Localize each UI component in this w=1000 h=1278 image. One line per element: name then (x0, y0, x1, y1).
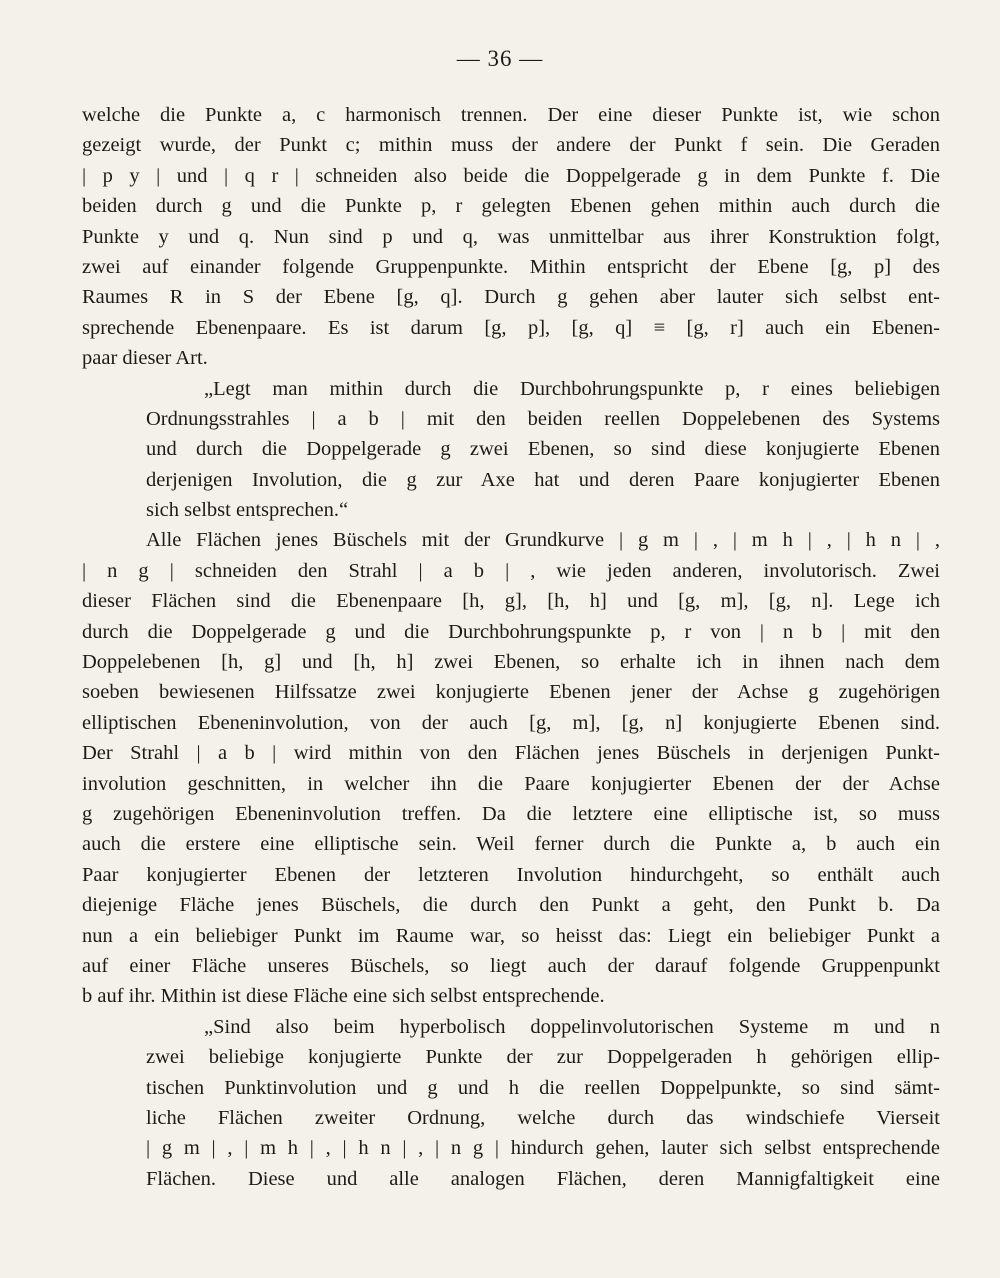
quote-line: „Sind also beim hyperbolisch doppelinvolutorischen Systeme m und n (204, 1015, 940, 1038)
text-line: soeben bewiesenen Hilfssatze zwei konjugierte Ebenen jener der Achse g zugehörigen (82, 681, 940, 704)
text-line: Der Strahl | a b | wird mithin von den Flächen jenes Büschels in derjenigen Punkt- (82, 742, 940, 765)
quote-line: liche Flächen zweiter Ordnung, welche durch das windschiefe Vierseit (146, 1106, 940, 1129)
text-line: nun a ein beliebiger Punkt im Raume war, so heisst das: Liegt ein beliebiger Punkt a (82, 924, 940, 947)
text-line: auch die erstere eine elliptische sein. Weil ferner durch die Punkte a, b auch ein (82, 833, 940, 856)
text-line: b auf ihr. Mithin ist diese Fläche eine sich selbst entsprechende. (82, 985, 605, 1008)
quote-line: „Legt man mithin durch die Durchbohrungspunkte p, r eines beliebigen (204, 377, 940, 400)
body-text (82, 100, 940, 1194)
text-line: durch die Doppelgerade g und die Durchbohrungspunkte p, r von | n b | mit den (82, 620, 940, 643)
quote-line: | g m | , | m h | , | h n | , | n g | hindurch gehen, lauter sich selbst entsprechende (146, 1137, 940, 1160)
text-line: zwei auf einander folgende Gruppenpunkte. Mithin entspricht der Ebene [g, p] des (82, 255, 940, 278)
text-line: diejenige Fläche jenes Büschels, die durch den Punkt a geht, den Punkt b. Da (82, 894, 940, 917)
quote-line: tischen Punktinvolution und g und h die reellen Doppelpunkte, so sind sämt- (146, 1076, 940, 1099)
quote-line: Flächen. Diese und alle analogen Flächen, deren Mannigfaltigkeit eine (146, 1167, 940, 1190)
text-line: beiden durch g und die Punkte p, r gelegten Ebenen gehen mithin auch durch die (82, 195, 940, 218)
text-line: | p y | und | q r | schneiden also beide die Doppelgerade g in dem Punkte f. Die (82, 164, 940, 187)
text-line: paar dieser Art. (82, 347, 208, 370)
text-line: dieser Flächen sind die Ebenenpaare [h, g], [h, h] und [g, m], [g, n]. Lege ich (82, 590, 940, 613)
text-line: Raumes R in S der Ebene [g, q]. Durch g gehen aber lauter sich selbst ent- (82, 286, 940, 309)
text-line: Punkte y und q. Nun sind p und q, was unmittelbar aus ihrer Konstruktion folgt, (82, 225, 940, 248)
text-line: g zugehörigen Ebeneninvolution treffen. Da die letztere eine elliptische ist, so muss (82, 802, 940, 825)
text-line: Doppelebenen [h, g] und [h, h] zwei Ebenen, so erhalte ich in ihnen nach dem (82, 651, 940, 674)
quote-line: sich selbst entsprechen.“ (146, 499, 349, 522)
quote-line: derjenigen Involution, die g zur Axe hat und deren Paare konjugierter Ebenen (146, 468, 940, 491)
page-number: — 36 — (456, 46, 544, 71)
text-line: sprechende Ebenenpaare. Es ist darum [g, p], [g, q] ≡ [g, r] auch ein Ebenen- (82, 316, 940, 339)
text-line: elliptischen Ebeneninvolution, von der auch [g, m], [g, n] konjugierte Ebenen sind. (82, 711, 940, 734)
text-line: Alle Flächen jenes Büschels mit der Grundkurve | g m | , | m h | , | h n | , (146, 529, 940, 552)
text-line: involution geschnitten, in welcher ihn die Paare konjugierter Ebenen der der Achse (82, 772, 940, 795)
text-line: auf einer Fläche unseres Büschels, so liegt auch der darauf folgende Gruppenpunkt (82, 954, 940, 977)
quote-line: zwei beliebige konjugierte Punkte der zur Doppelgeraden h gehörigen ellip- (146, 1046, 940, 1069)
text-line: gezeigt wurde, der Punkt c; mithin muss der andere der Punkt f sein. Die Geraden (82, 134, 940, 157)
text-line: | n g | schneiden den Strahl | a b | , wie jeden anderen, involutorisch. Zwei (82, 559, 940, 582)
text-line: Paar konjugierter Ebenen der letzteren Involution hindurchgeht, so enthält auch (82, 863, 940, 886)
quote-line: und durch die Doppelgerade g zwei Ebenen, so sind diese konjugierte Ebenen (146, 438, 940, 461)
quote-line: Ordnungsstrahles | a b | mit den beiden reellen Doppelebenen des Systems (146, 407, 940, 430)
text-line: welche die Punkte a, c harmonisch trennen. Der eine dieser Punkte ist, wie schon (82, 104, 940, 126)
